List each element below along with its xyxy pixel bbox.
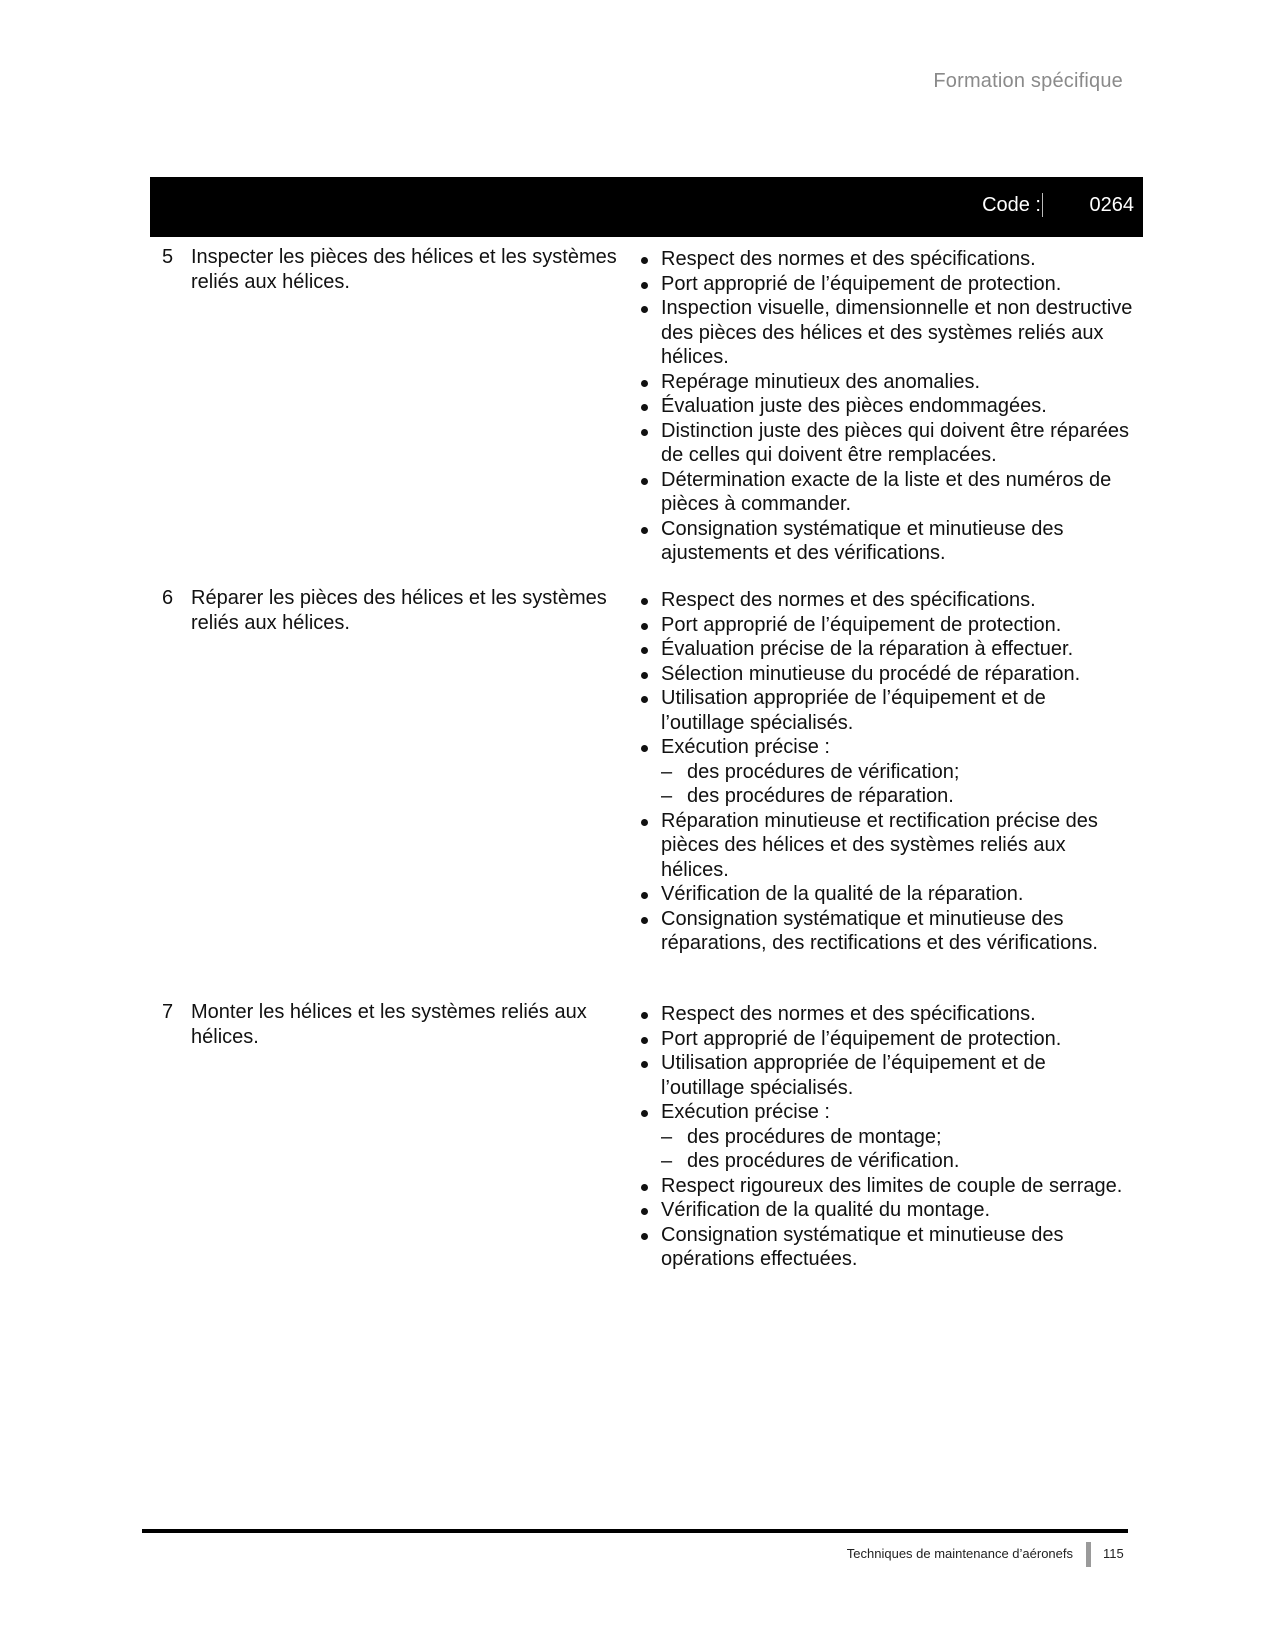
criterion-item — [633, 588, 1133, 613]
competency-number: 5 — [162, 246, 174, 268]
criterion-item — [633, 686, 1133, 735]
criterion-text: Évaluation juste des pièces endommagées. — [661, 395, 1047, 417]
code-label: Code : — [982, 194, 1041, 216]
criterion-text: Sélection minutieuse du procédé de réparation. — [661, 662, 1081, 685]
criterion-text: Repérage minutieux des anomalies. — [661, 370, 981, 393]
code-bar — [150, 177, 1143, 237]
criterion-subitem: – des procédures de vérification; — [661, 760, 1133, 785]
criterion-item — [633, 468, 1133, 517]
criterion-text: Inspection visuelle, dimensionnelle et non destructive des pièces des hélices et des systèmes reliés aux hélices. — [661, 297, 1133, 368]
criterion-text: Respect des normes et des spécifications. — [661, 1003, 1036, 1025]
criterion-item — [633, 1027, 1133, 1052]
criterion-text: Vérification de la qualité de la réparation. — [661, 883, 1024, 905]
footer-document-title: Techniques de maintenance d’aéronefs — [846, 1546, 1073, 1561]
criterion-text: Évaluation précise de la réparation à effectuer. — [661, 638, 1074, 660]
criterion-item — [633, 1051, 1133, 1100]
criterion-subitem: – des procédures de vérification. — [661, 1149, 1133, 1174]
criterion-text: Respect des normes et des spécifications. — [661, 589, 1036, 611]
criterion-sublist — [661, 760, 1133, 809]
code-value: 0264 — [1089, 194, 1134, 216]
criterion-item — [633, 1223, 1133, 1272]
criterion-text: Respect des normes et des spécifications. — [661, 248, 1036, 270]
criterion-item — [633, 809, 1133, 883]
criterion-text: Port approprié de l’équipement de protection. — [661, 1027, 1062, 1050]
footer-separator-mark — [1086, 1542, 1091, 1567]
criterion-item — [633, 1174, 1133, 1199]
criterion-text: Consignation systématique et minutieuse des réparations, des rectifications et des vérifications. — [661, 907, 1098, 954]
criterion-item — [633, 1002, 1133, 1027]
criterion-subitem: – des procédures de réparation. — [661, 784, 1133, 809]
competency-title: Inspecter les pièces des hélices et les systèmes reliés aux hélices. — [191, 246, 617, 293]
criterion-item — [633, 517, 1133, 566]
criterion-sublist — [661, 1125, 1133, 1174]
criterion-item — [633, 419, 1133, 468]
criterion-item — [633, 1198, 1133, 1223]
criterion-text: Utilisation appropriée de l’équipement et de l’outillage spécialisés. — [661, 1052, 1046, 1099]
criterion-item — [633, 1100, 1133, 1174]
page-number: 115 — [1103, 1546, 1124, 1561]
criterion-item — [633, 637, 1133, 662]
criterion-text: Port approprié de l’équipement de protection. — [661, 613, 1062, 636]
criteria-list — [633, 247, 1133, 566]
criterion-text: Respect rigoureux des limites de couple de serrage. — [661, 1174, 1123, 1197]
criteria-list — [633, 588, 1133, 956]
footer-rule — [142, 1529, 1128, 1533]
criterion-text: Distinction juste des pièces qui doivent être réparées de celles qui doivent être remplacées. — [661, 419, 1130, 466]
criteria-list — [633, 1002, 1133, 1272]
criterion-item — [633, 735, 1133, 809]
criterion-item — [633, 613, 1133, 638]
page-header-title: Formation spécifique — [933, 70, 1123, 92]
criterion-item — [633, 272, 1133, 297]
competency-title: Monter les hélices et les systèmes reliés aux hélices. — [191, 1001, 587, 1048]
criterion-text: Consignation systématique et minutieuse des opérations effectuées. — [661, 1223, 1064, 1270]
competency-number: 7 — [162, 1001, 174, 1023]
criterion-item — [633, 394, 1133, 419]
criterion-item — [633, 296, 1133, 370]
criterion-text: Exécution précise : — [661, 1101, 830, 1123]
criterion-item — [633, 662, 1133, 687]
criterion-item — [633, 370, 1133, 395]
criterion-text: Détermination exacte de la liste et des numéros de pièces à commander. — [661, 468, 1112, 515]
code-separator — [1042, 193, 1043, 217]
criterion-text: Exécution précise : — [661, 736, 830, 758]
criterion-subitem: – des procédures de montage; — [661, 1125, 1133, 1150]
criterion-item — [633, 882, 1133, 907]
criterion-text: Vérification de la qualité du montage. — [661, 1199, 991, 1221]
criterion-item — [633, 247, 1133, 272]
criterion-text: Port approprié de l’équipement de protection. — [661, 272, 1062, 295]
competency-title: Réparer les pièces des hélices et les systèmes reliés aux hélices. — [191, 587, 607, 634]
criterion-text: Utilisation appropriée de l’équipement et de l’outillage spécialisés. — [661, 687, 1046, 734]
criterion-item — [633, 907, 1133, 956]
criterion-text: Réparation minutieuse et rectification précise des pièces des hélices et des systèmes reliés aux hélices. — [661, 809, 1098, 881]
criterion-text: Consignation systématique et minutieuse des ajustements et des vérifications. — [661, 517, 1064, 564]
competency-number: 6 — [162, 587, 174, 609]
